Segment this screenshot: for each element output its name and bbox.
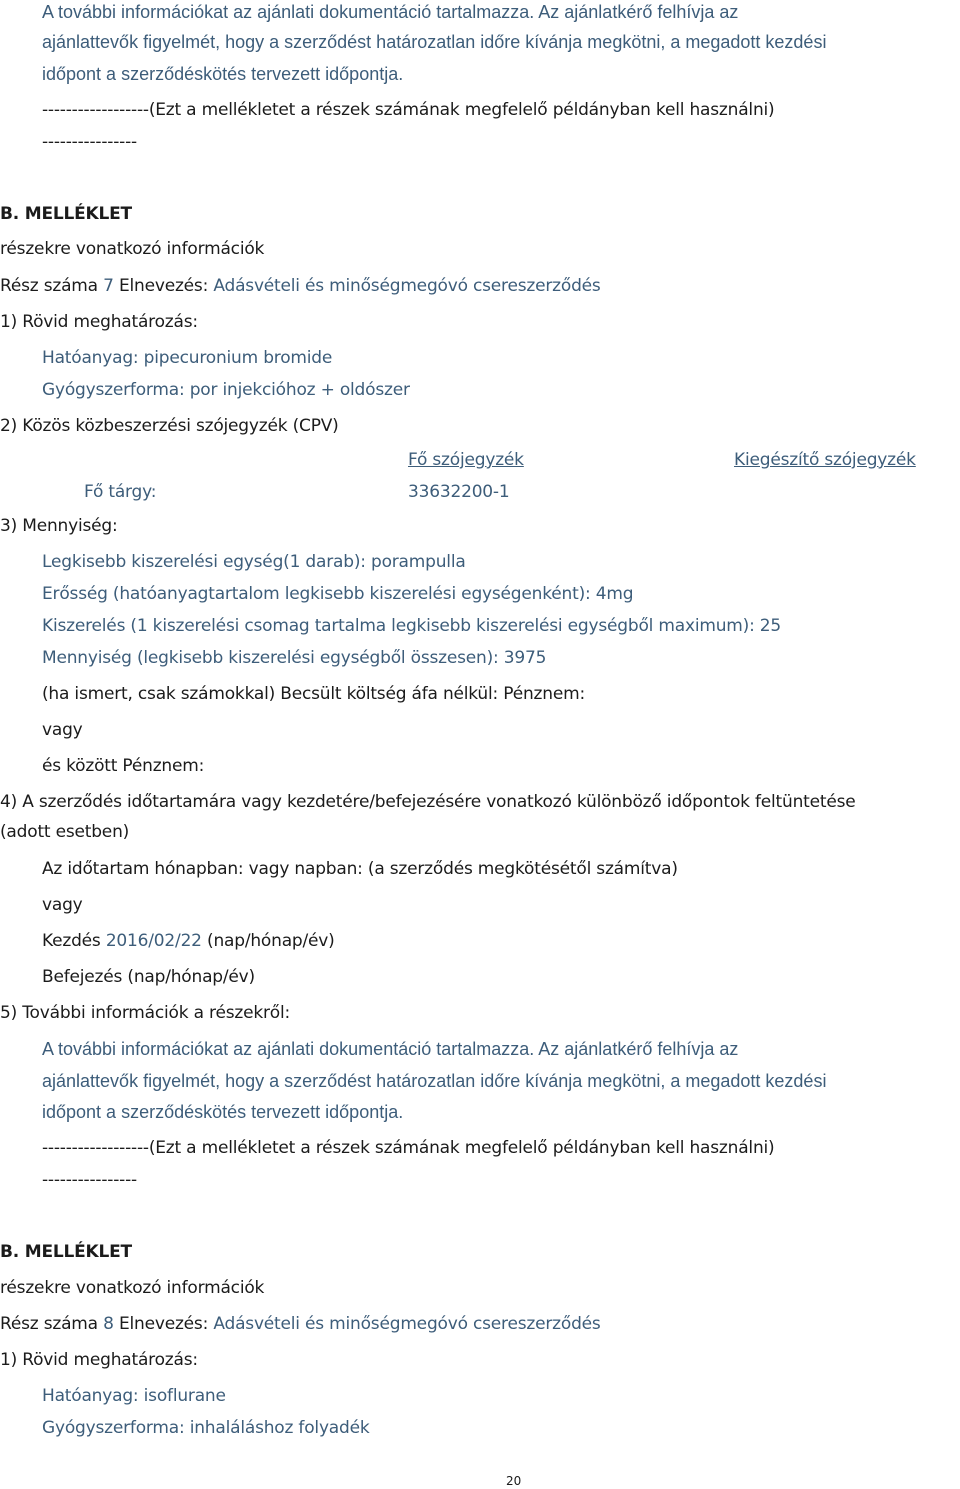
or-text-1: vagy <box>42 720 83 740</box>
section-3-label: 3) Mennyiség: <box>0 516 118 536</box>
cpv-supplementary-header: Kiegészítő szójegyzék <box>734 450 916 470</box>
name-value: Adásvételi és minőségmegóvó csereszerződés <box>213 276 601 296</box>
name-label: Elnevezés: <box>118 276 209 296</box>
section-4-line-2: (adott esetben) <box>0 822 130 842</box>
annex-subtitle: részekre vonatkozó információk <box>0 1278 265 1298</box>
name-label: Elnevezés: <box>118 1314 209 1334</box>
part7-separator-tail: ---------------- <box>42 1170 137 1190</box>
annex-title: B. MELLÉKLET <box>0 1242 132 1262</box>
active-substance: Hatóanyag: isoflurane <box>42 1386 226 1406</box>
main-object-label: Fő tárgy: <box>84 482 157 502</box>
annex-title: B. MELLÉKLET <box>0 204 132 224</box>
top-info-line-1: A további információkat az ajánlati dokumentáció tartalmazza. Az ajánlatkérő felhívja az <box>42 2 739 22</box>
part-label: Rész száma <box>0 1314 98 1334</box>
or-text-2: vagy <box>42 895 83 915</box>
section-1-label: 1) Rövid meghatározás: <box>0 312 198 332</box>
section-5-label: 5) További információk a részekről: <box>0 1003 291 1023</box>
end-date-line: Befejezés (nap/hónap/év) <box>42 967 255 987</box>
name-value: Adásvételi és minőségmegóvó csereszerződés <box>213 1314 601 1334</box>
cpv-main-header: Fő szójegyzék <box>408 450 524 470</box>
start-format: (nap/hónap/év) <box>207 931 335 951</box>
quantity-unit: Legkisebb kiszerelési egység(1 darab): porampulla <box>42 552 466 572</box>
top-info-line-3: időpont a szerződéskötés tervezett időpontja. <box>42 64 404 84</box>
part7-info-line-3: időpont a szerződéskötés tervezett időpontja. <box>42 1102 404 1122</box>
part7-info-line-2: ajánlattevők figyelmét, hogy a szerződést határozatlan időre kívánja megkötni, a megadott kezdési <box>42 1071 827 1091</box>
estimated-cost-line: (ha ismert, csak számokkal) Becsült költség áfa nélkül: Pénznem: <box>42 684 585 704</box>
quantity-strength: Erősség (hatóanyagtartalom legkisebb kiszerelési egységenként): 4mg <box>42 584 634 604</box>
pharmaceutical-form: Gyógyszerforma: inhaláláshoz folyadék <box>42 1418 370 1438</box>
pharmaceutical-form: Gyógyszerforma: por injekcióhoz + oldószer <box>42 380 410 400</box>
top-info-line-2: ajánlattevők figyelmét, hogy a szerződést határozatlan időre kívánja megkötni, a megadott kezdési <box>42 32 827 52</box>
quantity-package: Kiszerelés (1 kiszerelési csomag tartalma legkisebb kiszerelési egységből maximum): 25 <box>42 616 782 636</box>
section-1-label: 1) Rövid meghatározás: <box>0 1350 198 1370</box>
main-object-code: 33632200-1 <box>408 482 510 502</box>
between-currency-line: és között Pénznem: <box>42 756 205 776</box>
part-number: 8 <box>103 1314 114 1334</box>
start-label: Kezdés <box>42 931 101 951</box>
top-separator-tail: ---------------- <box>42 132 137 152</box>
quantity-total: Mennyiség (legkisebb kiszerelési egységből összesen): 3975 <box>42 648 547 668</box>
section-4-line-1: 4) A szerződés időtartamára vagy kezdetére/befejezésére vonatkozó különböző időpontok feltüntetése <box>0 792 856 812</box>
part-number: 7 <box>103 276 114 296</box>
section-2-label: 2) Közös közbeszerzési szójegyzék (CPV) <box>0 416 339 436</box>
start-date: 2016/02/22 <box>105 931 202 951</box>
top-separator-line: ------------------(Ezt a mellékletet a részek számának megfelelő példányban kell használni) <box>42 100 775 120</box>
start-date-line <box>42 929 335 953</box>
duration-line: Az időtartam hónapban: vagy napban: (a szerződés megkötésétől számítva) <box>42 859 678 879</box>
part-heading <box>0 274 601 298</box>
annex-subtitle: részekre vonatkozó információk <box>0 239 265 259</box>
part-heading <box>0 1312 601 1336</box>
page-number: 20 <box>506 1474 522 1488</box>
active-substance: Hatóanyag: pipecuronium bromide <box>42 348 333 368</box>
part-label: Rész száma <box>0 276 98 296</box>
part7-info-line-1: A további információkat az ajánlati dokumentáció tartalmazza. Az ajánlatkérő felhívja az <box>42 1039 739 1059</box>
part7-separator-line: ------------------(Ezt a mellékletet a részek számának megfelelő példányban kell használni) <box>42 1138 775 1158</box>
